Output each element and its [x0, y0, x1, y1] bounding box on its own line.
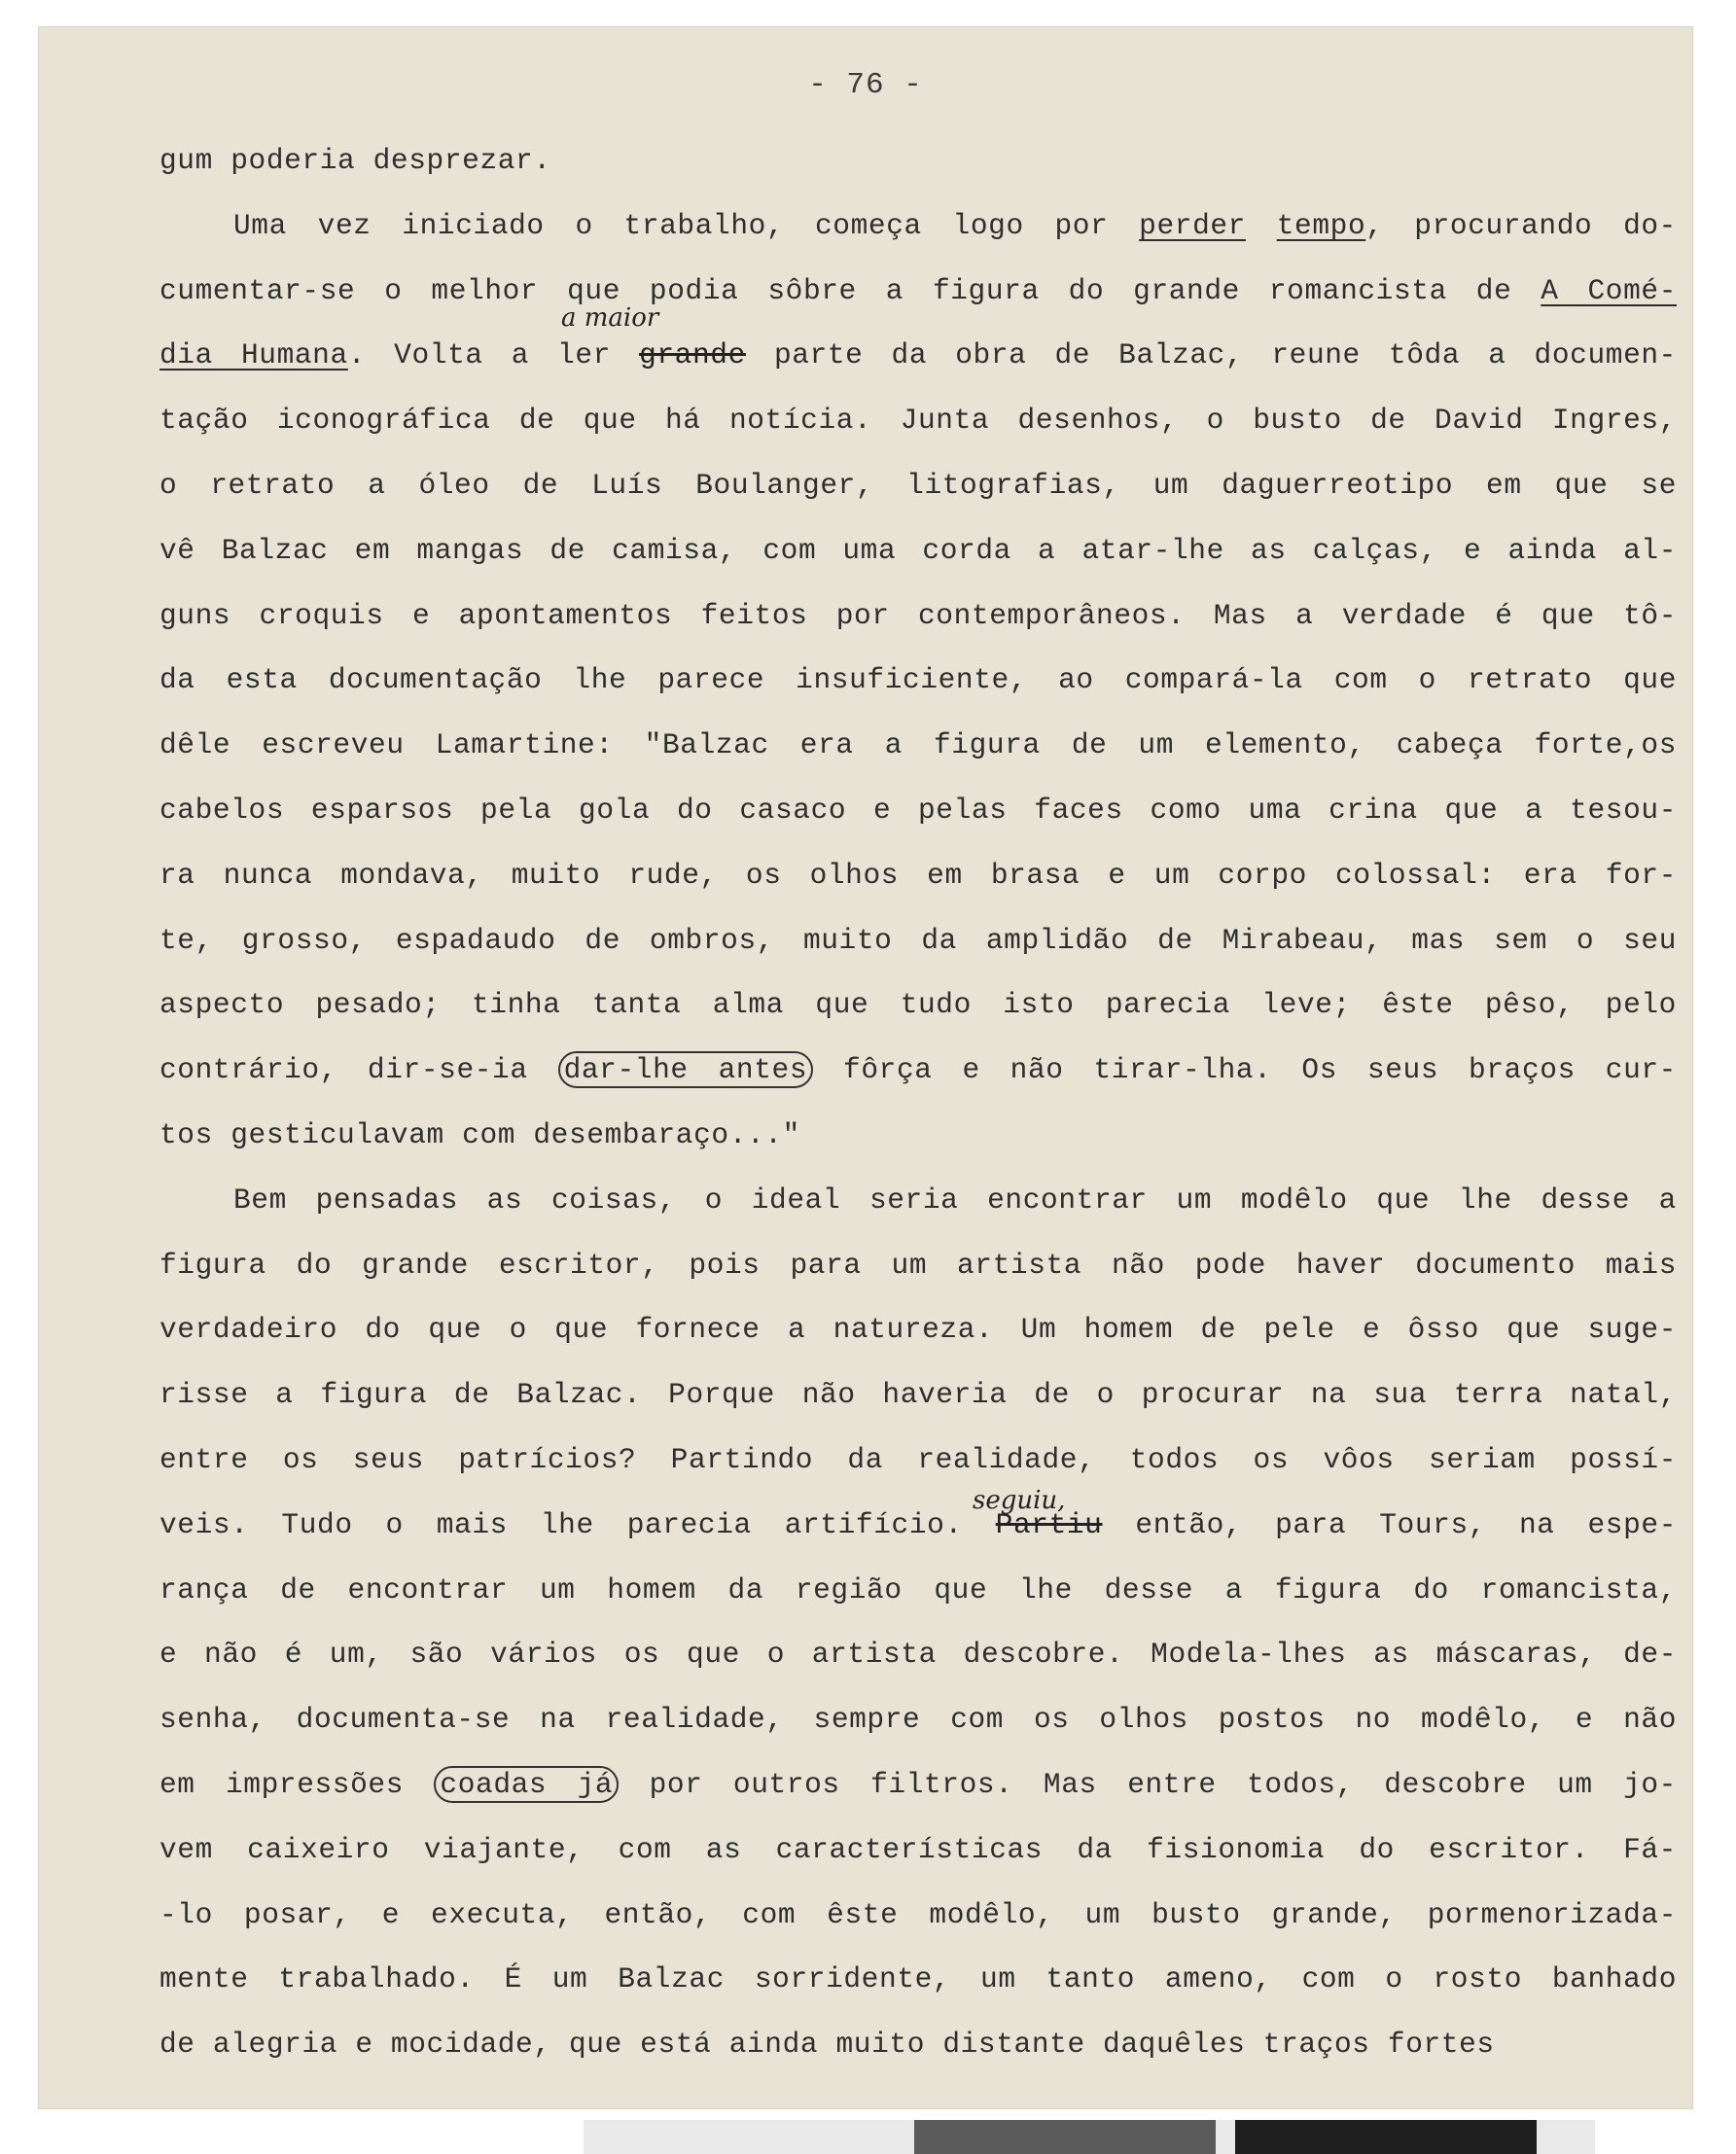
text-line: dêle escreveu Lamartine: "Balzac era a figura de um elemento, cabeça forte,os: [159, 728, 1677, 762]
typewritten-page: [39, 27, 1692, 2108]
text-line: de alegria e mocidade, que está ainda muito distante daquêles traços fortes: [159, 2028, 1495, 2062]
text-line: o retrato a óleo de Luís Boulanger, litografias, um daguerreotipo em que se: [159, 468, 1677, 502]
underlined-title: A Comé-: [1541, 273, 1677, 307]
circled-words: coadas já: [434, 1766, 619, 1803]
text-line: guns croquis e apontamentos feitos por contemporâneos. Mas a verdade é que tô-: [159, 598, 1677, 632]
text-line: Uma vez iniciado o trabalho, começa logo por perder tempo, procurando do-: [233, 208, 1677, 242]
text-line: vem caixeiro viajante, com as características da fisionomia do escritor. Fá-: [159, 1832, 1677, 1866]
text-line: figura do grande escritor, pois para um artista não pode haver documento mais: [159, 1248, 1677, 1282]
text-line: vê Balzac em mangas de camisa, com uma corda a atar-lhe as calças, e ainda al-: [159, 533, 1677, 567]
text-line: em impressões coadas já por outros filtros. Mas entre todos, descobre um jo-: [159, 1767, 1677, 1801]
text-line: e não é um, são vários os que o artista descobre. Modela-lhes as máscaras, de-: [159, 1638, 1677, 1672]
text-line: te, grosso, espadaudo de ombros, muito da amplidão de Mirabeau, mas sem o seu: [159, 923, 1677, 957]
struck-word: grande: [639, 338, 746, 372]
handwritten-insertion-a-maior: a maior: [561, 303, 659, 333]
text-line: aspecto pesado; tinha tanta alma que tudo isto parecia leve; êste pêso, pelo: [159, 988, 1677, 1022]
underlined-phrase: perder: [1139, 208, 1246, 242]
text-line: tos gesticulavam com desembaraço...": [159, 1117, 800, 1151]
text-line: tação iconográfica de que há notícia. Junta desenhos, o busto de David Ingres,: [159, 404, 1677, 438]
text-line: Bem pensadas as coisas, o ideal seria encontrar um modêlo que lhe desse a: [233, 1183, 1677, 1217]
text-line: verdadeiro do que o que fornece a natureza. Um homem de pele e ôsso que suge-: [159, 1313, 1677, 1347]
color-scale-bar: [584, 2120, 1595, 2154]
text-line: da esta documentação lhe parece insuficiente, ao compará-la com o retrato que: [159, 663, 1677, 697]
text-line: senha, documenta-se na realidade, sempre com os olhos postos no modêlo, e não: [159, 1703, 1677, 1737]
handwritten-insertion-seguiu: seguiu,: [973, 1486, 1066, 1515]
text-line: -lo posar, e executa, então, com êste modêlo, um busto grande, pormenorizada-: [159, 1897, 1677, 1931]
text-line: contrário, dir-se-ia dar-lhe antes fôrça e não tirar-lha. Os seus braços cur-: [159, 1053, 1677, 1087]
struck-word: Partiu: [995, 1507, 1103, 1541]
text-line: dia Humana. Volta a ler grande parte da obra de Balzac, reune tôda a documen-: [159, 338, 1677, 372]
text-line: cumentar-se o melhor que podia sôbre a figura do grande romancista de A Comé-: [159, 273, 1677, 307]
text-line: entre os seus patrícios? Partindo da realidade, todos os vôos seriam possí-: [159, 1442, 1677, 1476]
text-line: rança de encontrar um homem da região que lhe desse a figura do romancista,: [159, 1572, 1677, 1607]
text-line: veis. Tudo o mais lhe parecia artifício. Partiu então, para Tours, na espe-: [159, 1507, 1677, 1541]
text-line: mente trabalhado. É um Balzac sorridente, um tanto ameno, com o rosto banhado: [159, 1962, 1677, 1996]
text-line: cabelos esparsos pela gola do casaco e pelas faces como uma crina que a tesou-: [159, 793, 1677, 827]
page-number: - 76 -: [808, 68, 923, 102]
underlined-phrase: tempo: [1276, 208, 1366, 242]
body-text: [159, 128, 1677, 2077]
underlined-title: dia Humana: [159, 338, 348, 372]
circled-words: dar-lhe antes: [558, 1051, 814, 1088]
text-line: gum poderia desprezar.: [159, 144, 551, 177]
text-line: risse a figura de Balzac. Porque não haveria de o procurar na sua terra natal,: [159, 1378, 1677, 1412]
text-line: ra nunca mondava, muito rude, os olhos em brasa e um corpo colossal: era for-: [159, 858, 1677, 892]
